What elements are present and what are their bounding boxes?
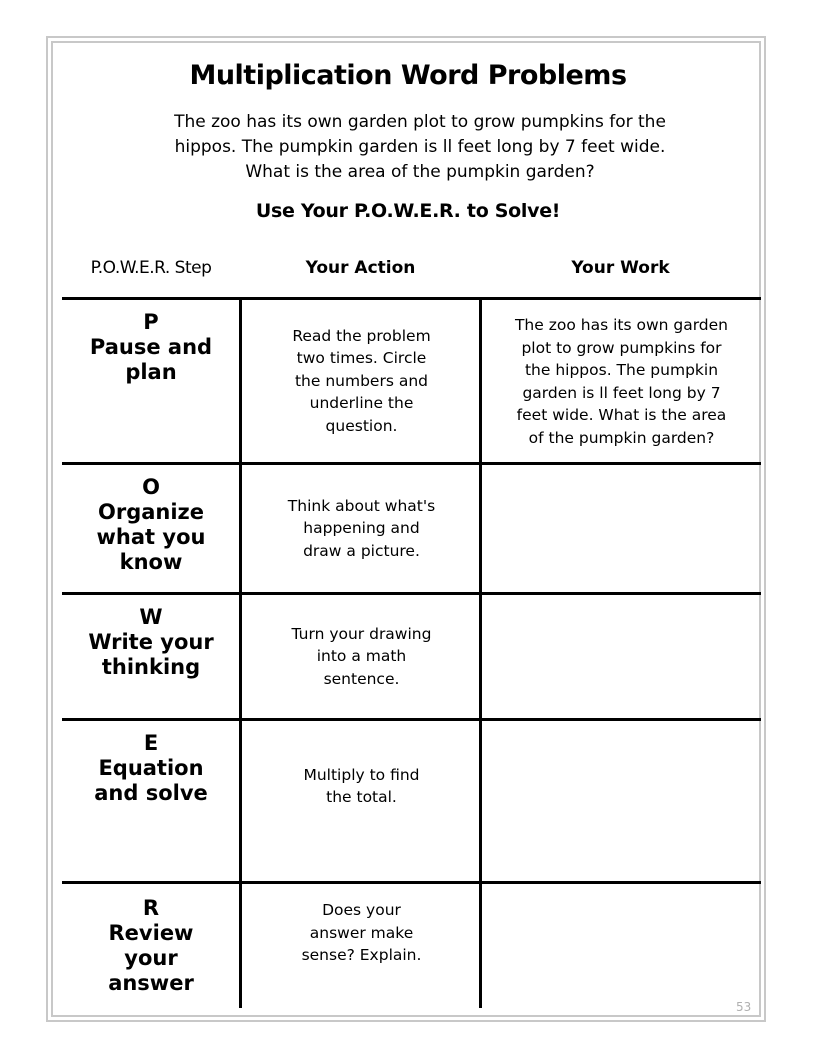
instructions-subtitle: Use Your P.O.W.E.R. to Solve! xyxy=(255,200,561,222)
step-letter: R xyxy=(142,896,160,920)
table-row-e-step xyxy=(62,721,240,881)
step-letter: O xyxy=(142,475,160,499)
table-row-p-action: Read the problem two times. Circle the numbers and underline the question. xyxy=(292,326,431,435)
table-row-r-step xyxy=(62,884,240,1008)
table-row-o-action: Think about what's happening and draw a picture. xyxy=(287,496,436,560)
step-name: Equation and solve xyxy=(94,756,208,805)
table-row-w-action: Turn your drawing into a math sentence. xyxy=(291,624,432,688)
column-header-step: P.O.W.E.R. Step xyxy=(90,258,212,278)
column-header-action: Your Action xyxy=(305,258,416,278)
table-row-e-action: Multiply to find the total. xyxy=(303,765,420,806)
table-row-o-work[interactable] xyxy=(483,465,760,592)
step-letter: W xyxy=(139,605,163,629)
table-row-p-work: The zoo has its own garden plot to grow pumpkins for the hippos. The pumpkin garden is ll feet long by 7 feet wide. What is the area of the pumpkin garden? xyxy=(514,316,729,447)
table-row-p-step xyxy=(62,300,240,462)
table-row-r-action xyxy=(243,884,480,1034)
step-letter: P xyxy=(143,310,159,334)
table-row-w-step xyxy=(62,595,240,718)
table-row-w-work[interactable] xyxy=(483,595,760,718)
step-name: Pause and plan xyxy=(89,335,213,384)
table-row-e-work[interactable] xyxy=(483,721,760,881)
step-name: Organize what you know xyxy=(96,500,206,574)
word-problem-text: The zoo has its own garden plot to grow pumpkins for the hippos. The pumpkin garden is ll feet long by 7 feet wide. What is the area of the pumpkin garden? xyxy=(174,112,666,182)
step-letter: E xyxy=(143,731,159,755)
step-name: Review your answer xyxy=(108,921,194,995)
table-row-o-step xyxy=(62,465,240,592)
page-number: 53 xyxy=(736,1000,752,1014)
column-header-work: Your Work xyxy=(571,258,670,278)
step-name: Write your thinking xyxy=(88,630,214,679)
page-title: Multiplication Word Problems xyxy=(189,60,627,91)
action-text: Does your answer make sense? Explain. xyxy=(301,901,422,965)
table-row-r-work[interactable] xyxy=(483,884,760,1008)
